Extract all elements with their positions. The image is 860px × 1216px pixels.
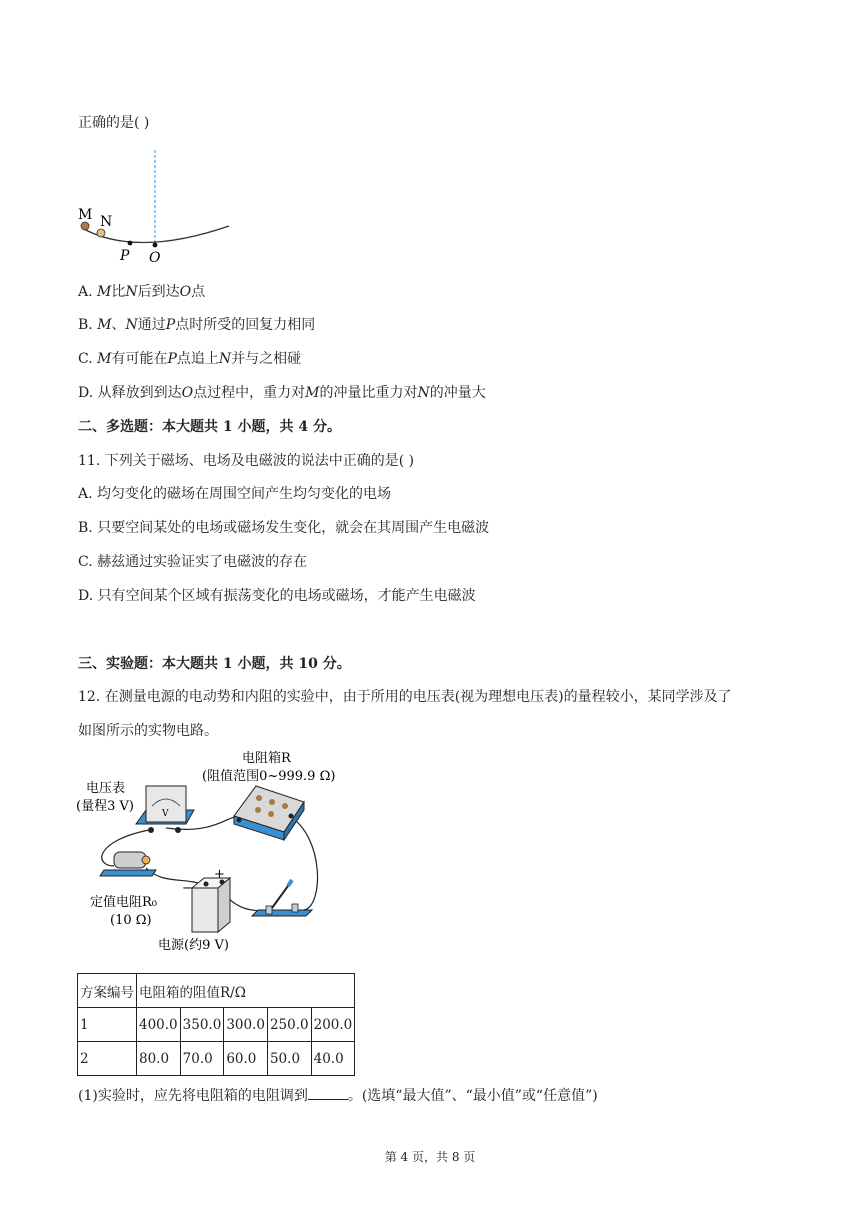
math-variable: M [305,385,320,401]
voltmeter-name: 电压表 [86,781,126,796]
wire-2 [289,816,318,910]
option-text: 比 [111,284,126,300]
table-cell: 40.0 [311,1042,355,1076]
voltmeter-symbol: V [162,809,169,819]
option-text: 的冲量大 [429,385,486,401]
math-variable: M [97,284,112,300]
math-variable: P [167,351,177,367]
switch [252,880,312,916]
table-cell: 300.0 [224,1008,268,1042]
math-variable: N [125,317,138,333]
point-p [128,241,133,246]
q10-option-c [78,350,301,368]
option-text: 点追上 [176,351,219,367]
row-id: 2 [78,1042,137,1076]
option-key: B. [78,317,98,333]
math-variable: N [218,351,232,367]
voltmeter [136,786,194,833]
ball-m [81,222,89,230]
option-text: 通过 [137,317,166,333]
table-row [78,1008,355,1042]
answer-blank[interactable] [308,1087,348,1100]
label-m: M [78,207,93,223]
option-text: 从释放到到达 [97,385,182,401]
math-variable: O [179,284,192,300]
table-cell: 400.0 [137,1008,181,1042]
label-p: P [120,248,130,264]
q12-stem-line2: 如图所示的实物电路。 [78,723,218,739]
q11-option-b: B. 只要空间某处的电场或磁场发生变化，就会在其周围产生电磁波 [78,520,490,536]
table-cell: 70.0 [180,1042,224,1076]
section3-heading: 三、实验题：本大题共 1 小题，共 10 分。 [78,656,351,672]
table-cell: 80.0 [137,1042,181,1076]
q10-option-b [78,316,315,334]
option-text: 点过程中，重力对 [193,385,306,401]
fixed-resistor-name: 定值电阻R₀ [90,895,157,910]
math-variable: N [417,385,430,401]
q12-sub1 [78,1087,598,1105]
table-header-row [78,974,355,1008]
table-cell: 50.0 [267,1042,311,1076]
q10-option-a [78,283,205,301]
math-variable: O [181,385,194,401]
option-text: 并与之相碰 [231,351,302,367]
math-variable: N [125,284,138,300]
q10-figure [76,146,236,268]
battery-minus: − [182,881,193,896]
fixed-resistor [100,852,156,876]
table-cell: 200.0 [311,1008,355,1042]
math-variable: P [165,317,176,333]
table-cell: 250.0 [267,1008,311,1042]
q11-option-d: D. 只有空间某个区域有振荡变化的电场或磁场，才能产生电磁波 [78,588,476,604]
option-key: C. [78,351,98,367]
resistor-box-range: (阻值范围0~999.9 Ω) [202,769,336,784]
ball-n [97,229,105,237]
point-o [153,243,158,248]
battery [182,867,230,932]
q12-scheme-table [77,973,355,1076]
label-n: N [100,214,113,230]
source-label: 电源(约9 V) [158,938,229,953]
battery-plus: + [214,867,225,882]
q10-option-d [78,384,486,402]
option-text: 点 [191,284,206,300]
option-key: A. [78,284,98,300]
math-variable: M [97,317,112,333]
q11-option-a: A. 均匀变化的磁场在周围空间产生均匀变化的电场 [78,486,392,502]
header-scheme-id: 方案编号 [78,974,137,1008]
fixed-resistor-value: (10 Ω) [110,913,152,928]
option-text: 有可能在 [111,351,168,367]
q11-option-c: C. 赫兹通过实验证实了电磁波的存在 [78,554,308,570]
option-text: 点时所受的回复力相同 [175,317,316,333]
math-variable: M [97,351,112,367]
q12-sub1-after: 。(选填“最大值”、“最小值”或“任意值”) [347,1088,598,1104]
label-o: O [149,250,161,266]
table-cell: 60.0 [224,1042,268,1076]
option-text: 后到达 [137,284,180,300]
table-row [78,1042,355,1076]
page-footer: 第 4 页，共 8 页 [384,1150,476,1164]
table-cell: 350.0 [180,1008,224,1042]
q12-stem-line1: 12. 在测量电源的电动势和内阻的实验中，由于所用的电压表(视为理想电压表)的量程较小，某同学涉及了 [78,689,732,705]
q12-sub1-before: (1)实验时，应先将电阻箱的电阻调到 [78,1088,308,1104]
q12-circuit-figure [74,746,344,958]
option-text: 的冲量比重力对 [319,385,418,401]
voltmeter-range: (量程3 V) [76,799,134,814]
row-id: 1 [78,1008,137,1042]
resistor-box-name: 电阻箱R [242,751,291,766]
q11-stem: 11. 下列关于磁场、电场及电磁波的说法中正确的是( ) [78,453,415,469]
resistor-box [234,786,304,840]
header-resistance: 电阻箱的阻值R/Ω [137,974,355,1008]
option-text: 、 [111,317,126,333]
q10-stem-tail: 正确的是( ) [78,115,150,131]
section2-heading: 二、多选题：本大题共 1 小题，共 4 分。 [78,419,341,435]
option-key: D. [78,385,98,401]
